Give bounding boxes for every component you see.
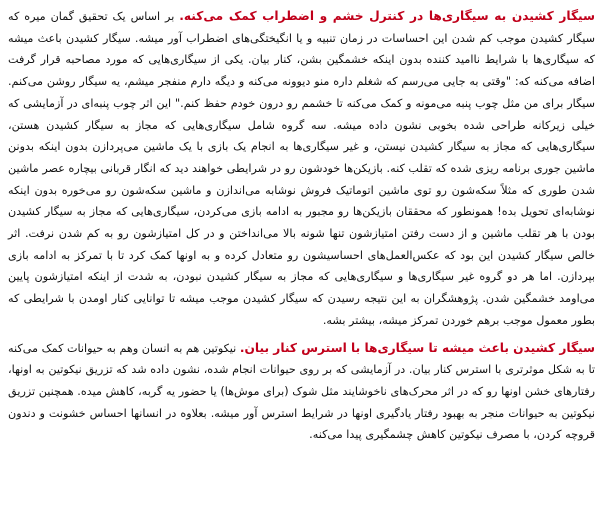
paragraph-heading: سیگار کشیدن باعث میشه تا سیگاری‌ها با استرس کنار بیان. <box>239 340 595 355</box>
paragraph-heading: سیگار کشیدن به سیگاری‌ها در کنترل خشم و اضطراب کمک می‌کنه. <box>179 9 596 23</box>
paragraph-anger-anxiety <box>8 6 595 332</box>
paragraph-body: نیکوتین هم به انسان وهم به حیوانات کمک می‌کنه تا به شکل موثرتری با استرس کنار بیان. در آزمایشی که بر روی حیوانات انجام شده، نشون داده شد که تزریق نیکوتین به اونها، رفتارهای خشن اونها رو که در اثر محرک‌های ناخوشایند مثل شوک (برای موش‌ها) یا حضور یه گربه، کاهش میده. همچنین تزریق نیکوتین به حیوانات منجر به بهبود رفتار یادگیری اونها در شرایط استرس آور میشه. بعلاوه در انسانها احساس خشونت و دندون قروچه کردن، با مصرف نیکوتین کاهش چشمگیری پیدا می‌کنه. <box>8 341 595 442</box>
paragraph-stress <box>8 338 595 447</box>
paragraph-body: بر اساس یک تحقیق گمان میره که سیگار کشیدن موجب کم شدن این احساسات در زمان تنبیه و یا انگیختگی‌های اضطراب آور میشه. سیگار کشیدن باعث میشه که سیگاری‌ها با شرایط ناامید کننده بدون اینکه خشمگین بشن، کنار بیان. یکی از سیگاری‌هایی که مورد مصاحبه قرار گرفت اضافه می‌کنه که: "وقتی به جایی می‌رسم که شغلم داره منو دیوونه می‌کنه و دیگه دارم منفجر میشم، یه سیگار روشن می‌کنم. سیگار برای من مثل چوب پنبه می‌مونه و کمک می‌کنه تا خشمم رو درون خودم حفظ کنم." این اثر چوب پنبه‌ای در آزمایشی که خیلی زیرکانه طراحی شده بخوبی نشون داده میشه. سه گروه شامل سیگاری‌هایی که مجاز به سیگار کشیدن هستن، سیگاری‌هایی که مجاز به سیگار کشیدن نیستن، و غیر سیگاری‌ها به انجام یک بازی با یک ماشین می‌پردازن بدون اینکه بدونن ماشین جوری برنامه ریزی شده که تقلب کنه. بازیکن‌ها خودشون رو در شرایطی خواهند دید که انگار قربانی بیچاره عصر ماشین شدن طوری که مثلاً سکه‌شون رو توی ماشین اتوماتیک فروش نوشابه می‌اندازن و ماشین سکه‌شون رو می‌خوره بدون اینکه نوشابه‌ای تحویل بده! همونطور که محققان بازیکن‌ها رو مجبور به ادامه بازی می‌کردن، سیگاری‌هایی که مجاز به سیگار کشیدن بودن با هر تقلب ماشین و از دست رفتن امتیازشون تنها شونه بالا می‌انداختن و در کل امتیازشون رو به کم شدن نرفت. اثر خالص سیگار کشیدن این بود که عکس‌العمل‌های احساسیشون رو متعادل کرده و به اونها کمک کرد تا با تمرکز به ادامه بازی بپردازن. اما هر دو گروه غیر سیگاری‌ها و سیگاری‌هایی که مجاز به سیگار کشیدن نبودن، به شدت از اینکه امتیازشون پایین می‌اومد خشمگین شدن. پژوهشگران به این نتیجه رسیدن که سیگار کشیدن موجب میشه تا توانایی کنار اومدن با شرایطی که بطور معمول موجب برهم خوردن تمرکز میشه، بیشتر بشه. <box>8 10 595 327</box>
